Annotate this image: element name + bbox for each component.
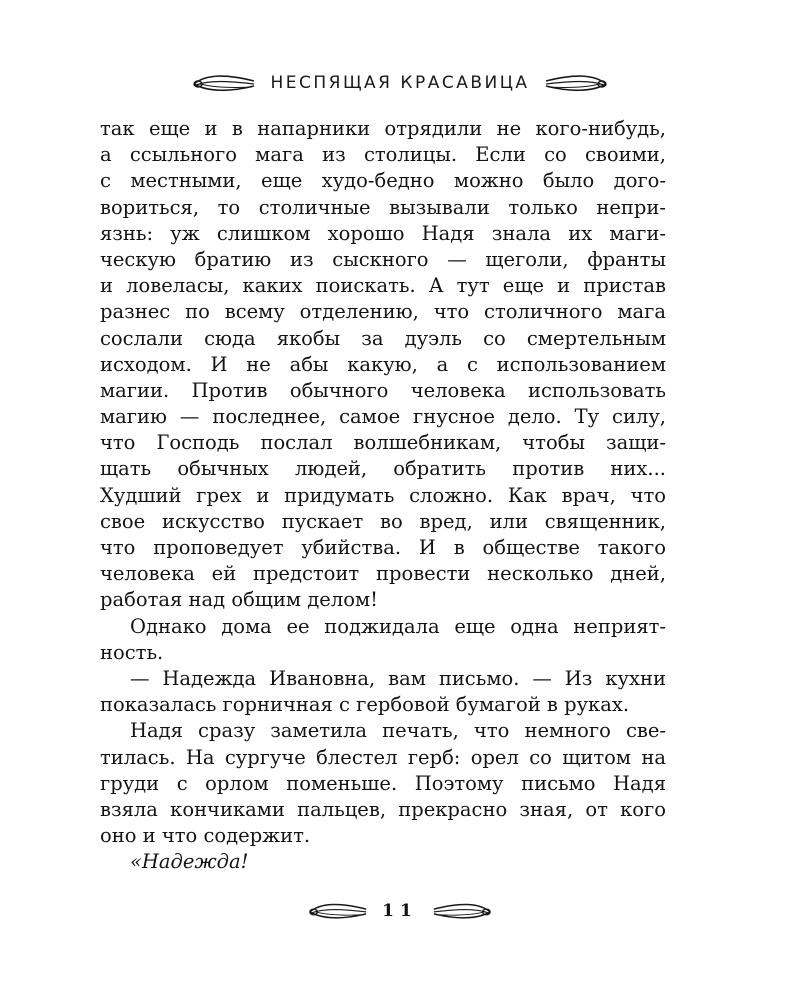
flourish-left-icon — [192, 72, 256, 94]
text-line: сослали сюда якобы за дуэль со смертельным — [100, 326, 666, 350]
text-line: что проповедует убийства. И в обществе такого — [100, 536, 666, 559]
text-line: груди с орлом поменьше. Поэтому письмо Надя — [100, 771, 666, 795]
text-line: ность. — [100, 640, 164, 664]
text-line: магии. Против обычного человека использовать — [100, 378, 666, 402]
page-footer — [0, 896, 800, 926]
text-line: «Надежда! — [130, 850, 249, 874]
text-line: оно и что содержит. — [100, 824, 311, 848]
text-line: тилась. На сургуче блестел герб: орел со щитом на — [100, 745, 666, 769]
text-line: Однако дома ее поджидала еще одна неприят- — [130, 614, 666, 638]
text-line: работая над общим делом! — [100, 588, 378, 612]
text-line: ческую братию из сыскного — щеголи, франты — [100, 247, 666, 271]
text-line: магию — последнее, самое гнусное дело. Ту силу, — [100, 405, 666, 429]
running-head-title: НЕСПЯЩАЯ КРАСАВИЦА — [270, 73, 530, 93]
text-line: показалась горничная с гербовой бумагой в руках. — [100, 693, 630, 717]
text-line: так еще и в напарники отрядили не кого-нибудь, — [100, 117, 666, 140]
text-line: — Надежда Ивановна, вам письмо. — Из кухни — [130, 666, 666, 690]
text-line: щать обычных людей, обратить против них... — [100, 457, 666, 481]
flourish-right-icon — [544, 72, 608, 94]
text-line: с местными, еще худо-бедно можно было дого- — [100, 169, 666, 193]
flourish-right-icon — [432, 900, 492, 922]
text-line: а ссыльного мага из столицы. Если со своими, — [100, 143, 666, 167]
text-line: Худший грех и придумать сложно. Как врач, что — [100, 483, 666, 507]
text-line: свое искусство пускает во вред, или священник, — [100, 509, 666, 533]
body-text — [100, 116, 666, 875]
text-line: вориться, то столичные вызывали только непри- — [100, 195, 666, 219]
text-line: разнес по всему отделению, что столичного мага — [100, 300, 666, 324]
page-number: 11 — [382, 901, 418, 921]
running-head — [0, 68, 800, 98]
text-line: что Господь послал волшебникам, чтобы защи- — [100, 431, 666, 455]
text-line: взяла кончиками пальцев, прекрасно зная, от кого — [100, 797, 666, 821]
text-line: язнь: уж слишком хорошо Надя знала их маги- — [100, 221, 666, 245]
text-line: Надя сразу заметила печать, что немного све- — [130, 719, 666, 743]
text-line: исходом. И не абы какую, а с использованием — [100, 352, 666, 376]
text-line: человека ей предстоит провести несколько дней, — [100, 562, 666, 586]
flourish-left-icon — [308, 900, 368, 922]
text-line: и ловеласы, каких поискать. А тут еще и пристав — [100, 274, 666, 298]
